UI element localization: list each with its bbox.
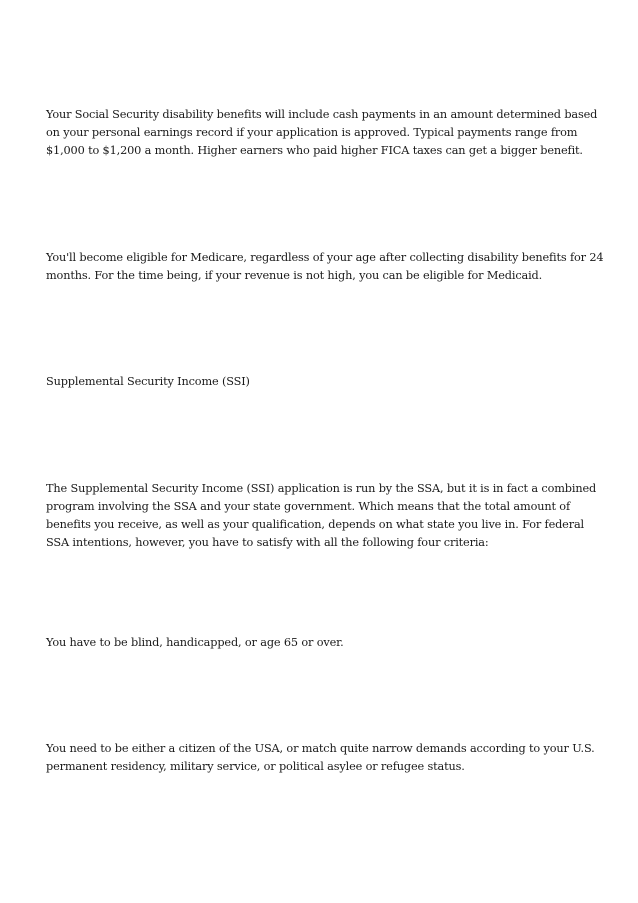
paragraph-disability-cash-benefits: Your Social Security disability benefits will include cash payments in an amount determined based on your personal earnings record if your application is approved. Typical payments range from $1,000 to $1,200 a month. Higher earners who paid higher FICA taxes can get a bigger benefit. [46,108,598,157]
paragraph-criterion-citizenship: You need to be either a citizen of the USA, or match quite narrow demands according to your U.S. permanent residency, military service, or political asylee or refugee status. [46,742,595,773]
paragraph-ssi-program: The Supplemental Security Income (SSI) application is run by the SSA, but it is in fact a combined program involving the SSA and your state government. Which means that the total amount of benefits you receive, as well as your qualification, depends on what state you live in. For federal SSA intentions, however, you have to satisfy with all the following four criteria: [46,482,597,549]
paragraph-medicare-eligibility: You'll become eligible for Medicare, regardless of your age after collecting disability benefits for 24 months. For the time being, if your revenue is not high, you can be eligible for Medicaid. [46,251,604,282]
section-heading-ssi: Supplemental Security Income (SSI) [46,375,250,388]
paragraph-criterion-blind-disabled-age: You have to be blind, handicapped, or age 65 or over. [46,636,344,649]
